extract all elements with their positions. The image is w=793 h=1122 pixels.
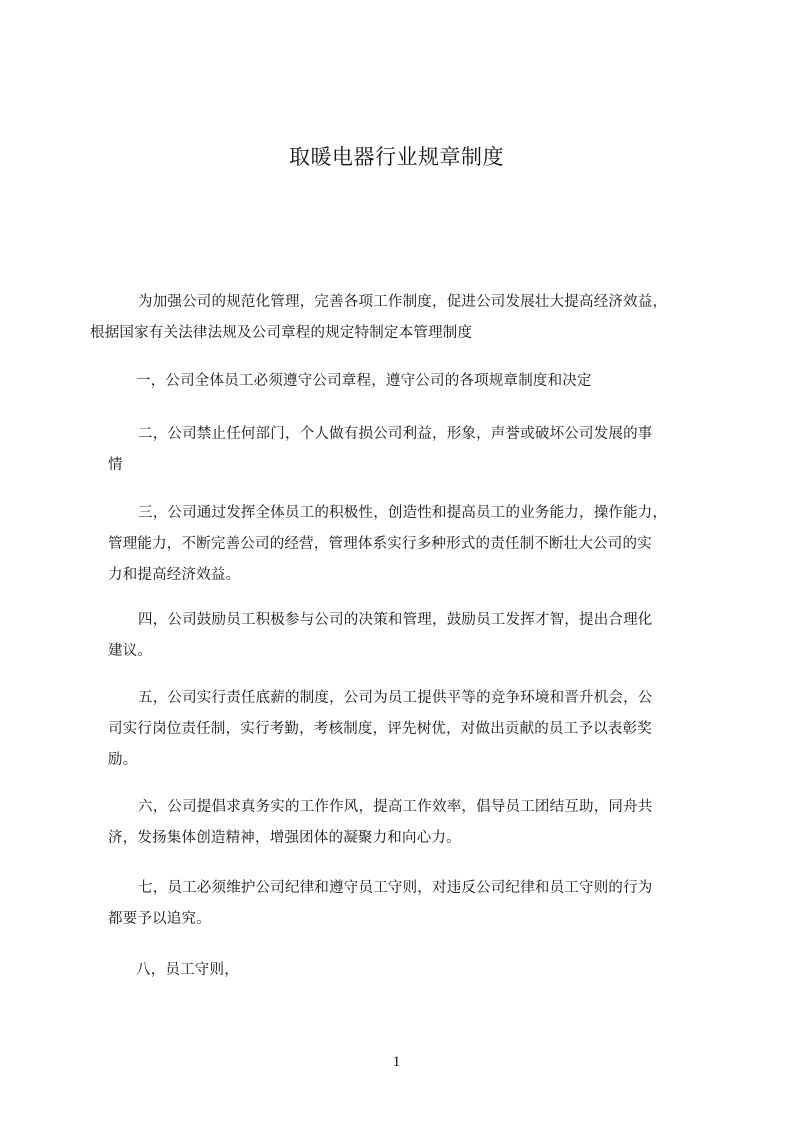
text-line: 八，员工守则， (136, 962, 239, 978)
paragraph-rule-3 (108, 498, 720, 591)
text-line: 六，公司提倡求真务实的工作作风，提高工作效率，倡导员工团结互助，同舟共 (138, 799, 653, 815)
paragraph-intro (90, 287, 720, 349)
text-line: 情 (108, 457, 123, 473)
paragraph-rule-6 (108, 792, 720, 854)
page-number: 1 (392, 1054, 401, 1070)
text-line: 七，员工必须维护公司纪律和遵守员工守则，对违反公司纪律和员工守则的行为 (138, 880, 653, 896)
text-line: 五，公司实行责任底薪的制度，公司为员工提供平等的竞争环境和晋升机会，公 (138, 690, 653, 706)
paragraph-rule-8 (108, 955, 720, 986)
text-line: 四，公司鼓励员工积极参与公司的决策和管理，鼓励员工发挥才智，提出合理化 (138, 612, 653, 628)
text-line: 建议。 (108, 643, 153, 659)
document-title: 取暖电器行业规章制度 (289, 145, 504, 169)
text-line: 三，公司通过发挥全体员工的积极性，创造性和提高员工的业务能力，操作能力， (138, 505, 668, 521)
text-line: 为加强公司的规范化管理，完善各项工作制度，促进公司发展壮大提高经济效益， (138, 294, 668, 310)
text-line: 二，公司禁止任何部门，个人做有损公司利益，形象，声誉或破坏公司发展的事 (138, 426, 653, 442)
paragraph-rule-2 (108, 419, 720, 481)
paragraph-rule-7 (108, 873, 720, 935)
text-line: 一，公司全体员工必须遵守公司章程，遵守公司的各项规章制度和决定 (136, 373, 592, 389)
text-line: 力和提高经济效益。 (108, 567, 241, 583)
text-line: 都要予以追究。 (108, 911, 211, 927)
paragraph-rule-4 (108, 605, 720, 667)
text-line: 司实行岗位责任制，实行考勤，考核制度，评先树优，对做出贡献的员工予以表彰奖 (108, 721, 652, 737)
text-line: 根据国家有关法律法规及公司章程的规定特制定本管理制度 (90, 325, 473, 341)
text-line: 管理能力，不断完善公司的经营，管理体系实行多种形式的责任制不断壮大公司的实 (108, 536, 652, 552)
paragraph-rule-1 (108, 366, 720, 397)
paragraph-rule-5 (108, 683, 720, 776)
text-line: 济，发扬集体创造精神，增强团体的凝聚力和向心力。 (108, 830, 461, 846)
text-line: 励。 (108, 752, 138, 768)
